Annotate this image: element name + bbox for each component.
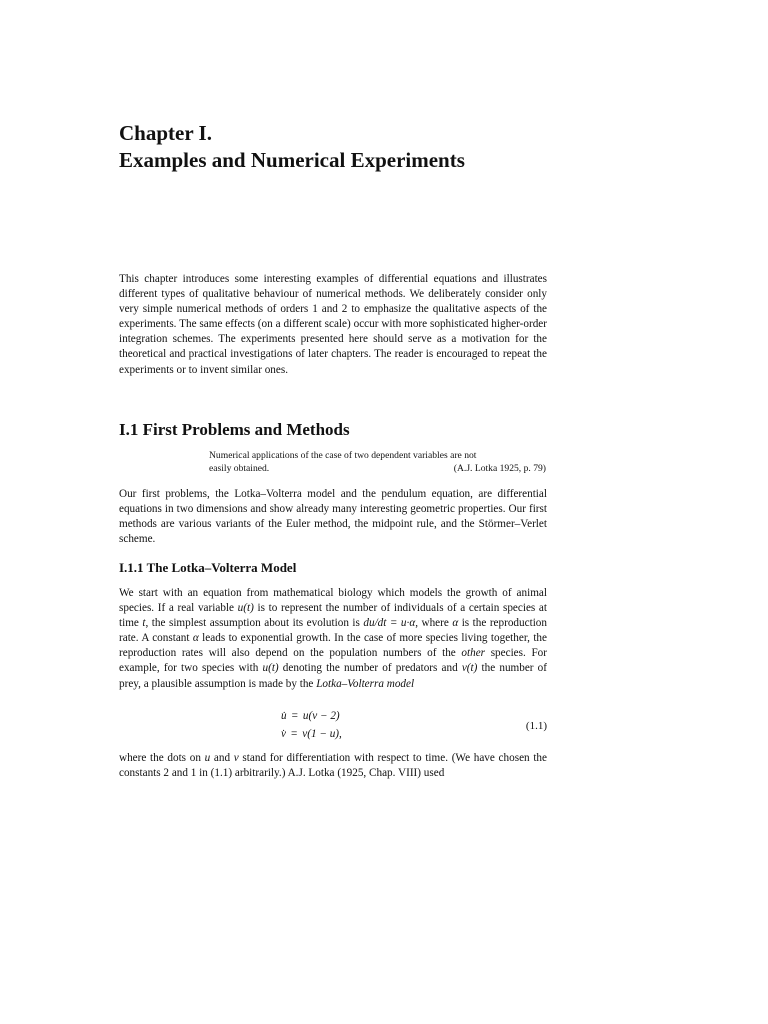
text-span: where the dots on [119,752,205,764]
epigraph-quote-line2: easily obtained. [209,462,270,474]
methods-paragraph: Our first problems, the Lotka–Volterra model and the pendulum equation, are differential equations in two dimensions and show already many interesting geometric properties. Our first methods are various variants of the Euler method, the midpoint rule, and the Störmer–Verlet scheme. [119,488,547,546]
equation-rhs: v(1 − u), [302,728,342,740]
section-title: I.1 First Problems and Methods [119,420,350,439]
lotka-volterra-paragraph [119,586,547,692]
text-span: species. For example, for two species with [119,647,547,675]
chapter-number: Chapter I. [119,121,212,145]
math-inline: α [452,617,459,630]
math-inline: v [233,752,239,764]
epigraph-attribution: (A.J. Lotka 1925, p. 79) [453,462,546,474]
text-span: We start with an equation from mathematical biology which models the growth of animal species. If a real variable [119,587,547,615]
equation-lhs: u̇ [281,710,287,722]
chapter-name: Examples and Numerical Experiments [119,148,465,172]
text-span: and [210,752,234,764]
math-inline: α [192,632,199,645]
equation-number: (1.1) [525,720,547,732]
math-inline: u(t) [237,602,254,615]
equation-line-1 [281,710,340,722]
equation-lhs: v̇ [281,728,286,740]
text-span: , the simplest assumption about its evolution is [145,617,364,630]
math-inline: u [204,752,211,764]
text-span: denoting the number of predators and [278,662,462,675]
text-span: stand for differentiation with respect to time. (We have chosen the constants 2 and 1 in (1.1) arbitrarily.) A.J. Lotka (1925, Chap. VIII) used [119,752,547,780]
equation-rhs: u(v − 2) [302,710,340,722]
equation-line-2 [281,728,342,740]
math-inline: v(t) [461,662,478,675]
text-span: leads to exponential growth. In the case of more species living together, the reproduction rates will also depend on the population numbers of the [119,632,547,660]
epigraph [209,450,546,475]
text-span: the number of prey, a plausible assumption is made by the [119,662,548,690]
text-span: , where [415,617,453,630]
equation-1-1 [119,710,547,746]
emphasis: Lotka–Volterra model [316,677,415,690]
math-inline: du/dt = u·α [363,617,416,630]
dots-paragraph [119,751,547,781]
chapter-title [119,120,547,174]
text-span: is to represent the number of individuals of a certain species at time [119,602,548,630]
equation-relation: = [290,728,298,740]
emphasis: other [461,647,486,660]
subsection-title: I.1.1 The Lotka–Volterra Model [119,560,297,575]
math-inline: u(t) [262,662,279,675]
epigraph-quote-line1: Numerical applications of the case of two dependent variables are not [209,450,477,461]
math-inline: t [142,617,146,630]
equation-relation: = [291,710,298,722]
text-span: is the reproduction rate. A constant [119,617,547,645]
intro-paragraph: This chapter introduces some interesting examples of differential equations and illustrates different types of qualitative behaviour of numerical methods. We deliberately consider only very simple numerical methods of orders 1 and 2 to emphasize the qualitative aspects of the experiments. The same effects (on a different scale) occur with more sophisticated higher-order integration schemes. The experiments presented here should serve as a motivation for the theoretical and practical investigations of later chapters. The reader is encouraged to repeat the experiments or to invent similar ones. [119,273,547,376]
